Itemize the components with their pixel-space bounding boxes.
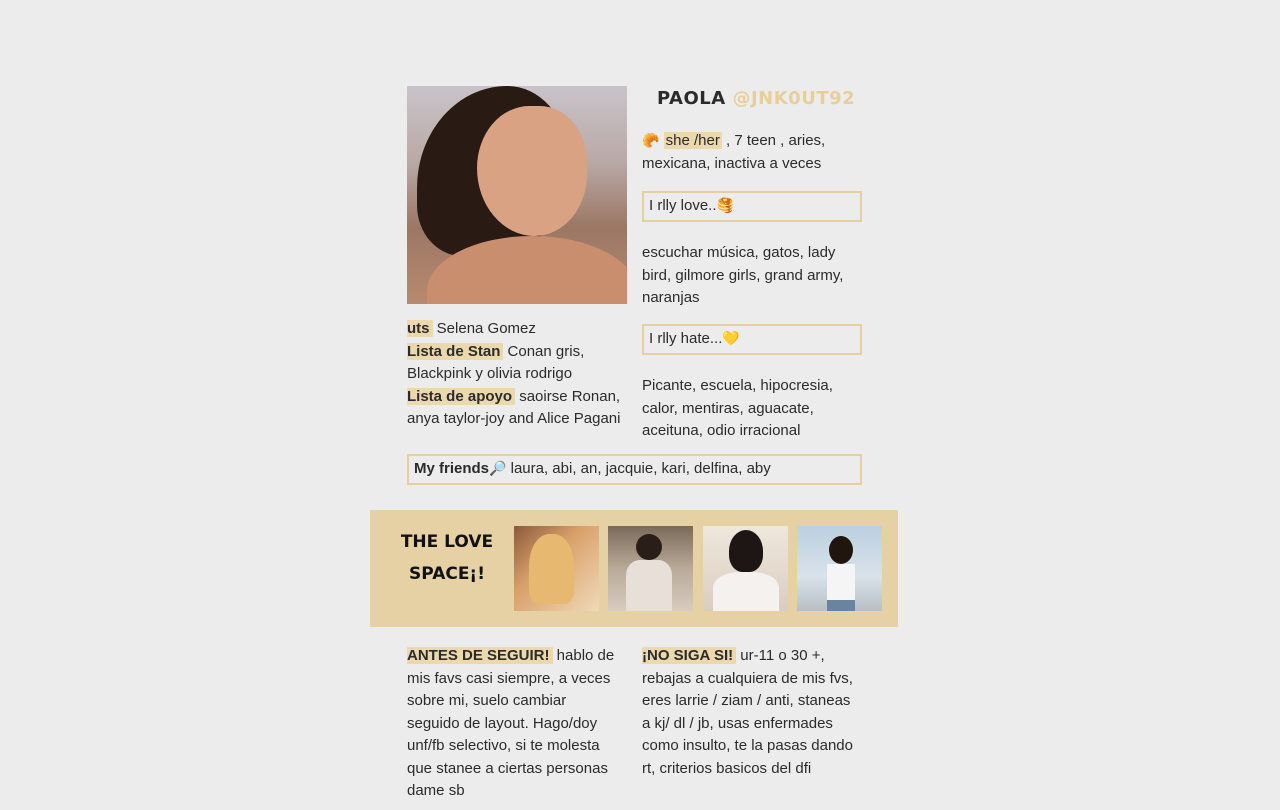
love-label-box bbox=[642, 191, 862, 222]
apoyo-value-2: anya taylor-joy and Alice Pagani bbox=[407, 410, 621, 427]
antes-line-1: hablo de bbox=[552, 647, 615, 664]
antes-line-2: mis favs casi siempre, a veces bbox=[407, 669, 611, 687]
hate-line-2: calor, mentiras, aguacate, bbox=[642, 399, 814, 417]
pancake-icon: 🥞 bbox=[716, 198, 734, 214]
love-space-photo-4[interactable] bbox=[797, 526, 882, 611]
photo-3-head bbox=[729, 530, 763, 572]
profile-name: PAOLA bbox=[657, 88, 726, 109]
photo-3-body bbox=[713, 572, 779, 611]
hate-line-1: Picante, escuela, hipocresia, bbox=[642, 377, 833, 394]
antes-line-7: dame sb bbox=[407, 782, 465, 799]
profile-intro bbox=[642, 130, 872, 175]
hate-label: I rlly hate... bbox=[649, 330, 723, 347]
no-siga-line-1: ur-11 o 30 +, bbox=[736, 647, 825, 664]
love-space-photo-3[interactable] bbox=[703, 526, 788, 611]
love-space-title-2: SPACE¡! bbox=[409, 564, 485, 584]
uts-label: uts bbox=[407, 320, 433, 337]
no-siga-line-2: rebajas a cualquiera de mis fvs, bbox=[642, 669, 853, 687]
antes-label: ANTES DE SEGUIR! bbox=[407, 647, 553, 664]
croissant-icon: 🥐 bbox=[642, 133, 660, 149]
friends-value: laura, abi, an, jacquie, kari, delfina, aby bbox=[506, 460, 771, 477]
love-space-title-1: THE LOVE bbox=[400, 532, 494, 552]
no-siga-line-6: rt, criterios basicos del dfi bbox=[642, 759, 812, 777]
no-siga-si bbox=[642, 645, 877, 780]
profile-photo bbox=[407, 86, 627, 304]
photo-2-head bbox=[636, 534, 662, 560]
no-siga-line-5: como insulto, te la pasas dando bbox=[642, 737, 853, 754]
love-line-3: naranjas bbox=[642, 289, 700, 306]
stan-value-1: Conan gris, bbox=[503, 342, 585, 360]
love-line-2: bird, gilmore girls, grand army, bbox=[642, 266, 844, 284]
friends-box bbox=[407, 454, 862, 485]
love-list bbox=[642, 242, 872, 310]
antes-line-4: seguido de layout. Hago/doy bbox=[407, 714, 598, 732]
stan-label: Lista de Stan bbox=[407, 343, 503, 360]
antes-line-3: sobre mi, suelo cambiar bbox=[407, 692, 567, 709]
friends-label: My friends bbox=[414, 460, 490, 477]
love-space-photo-1[interactable] bbox=[514, 526, 599, 611]
love-space-photo-2[interactable] bbox=[608, 526, 693, 611]
intro-line1: , 7 teen , aries, bbox=[721, 132, 826, 149]
hate-label-box bbox=[642, 324, 862, 355]
stan-value-2: Blackpink y olivia rodrigo bbox=[407, 365, 573, 382]
profile-handle[interactable]: @JNK0UT92 bbox=[732, 88, 856, 109]
apoyo-value-1: saoirse Ronan, bbox=[515, 387, 621, 405]
antes-de-seguir bbox=[407, 645, 637, 803]
photo-4-body bbox=[827, 564, 855, 600]
hate-list bbox=[642, 375, 872, 443]
no-siga-label: ¡NO SIGA SI! bbox=[642, 647, 736, 664]
photo-2-body bbox=[626, 560, 672, 611]
uts-value: Selena Gomez bbox=[432, 320, 536, 337]
love-space-title bbox=[397, 526, 497, 590]
photo-4-head bbox=[829, 536, 853, 564]
stan-lists bbox=[407, 318, 637, 431]
magnifier-icon: 🔎 bbox=[489, 461, 507, 477]
antes-line-6: que stanee a ciertas personas bbox=[407, 759, 608, 777]
yellow-heart-icon: 💛 bbox=[722, 331, 740, 347]
photo-1-figure bbox=[529, 534, 574, 604]
hate-line-3: aceituna, odio irracional bbox=[642, 422, 801, 439]
no-siga-line-4: a kj/ dl / jb, usas enfermades bbox=[642, 714, 833, 732]
apoyo-label: Lista de apoyo bbox=[407, 388, 515, 405]
profile-name-row bbox=[657, 88, 855, 114]
pronouns: she /her bbox=[665, 132, 720, 149]
photo-face bbox=[477, 106, 587, 236]
intro-line2: mexicana, inactiva a veces bbox=[642, 154, 822, 172]
photo-4-jeans bbox=[827, 600, 855, 611]
no-siga-line-3: eres larrie / ziam / anti, staneas bbox=[642, 692, 851, 709]
antes-line-5: unf/fb selectivo, si te molesta bbox=[407, 737, 600, 754]
love-line-1: escuchar música, gatos, lady bbox=[642, 244, 836, 261]
love-label: I rlly love.. bbox=[649, 197, 717, 214]
